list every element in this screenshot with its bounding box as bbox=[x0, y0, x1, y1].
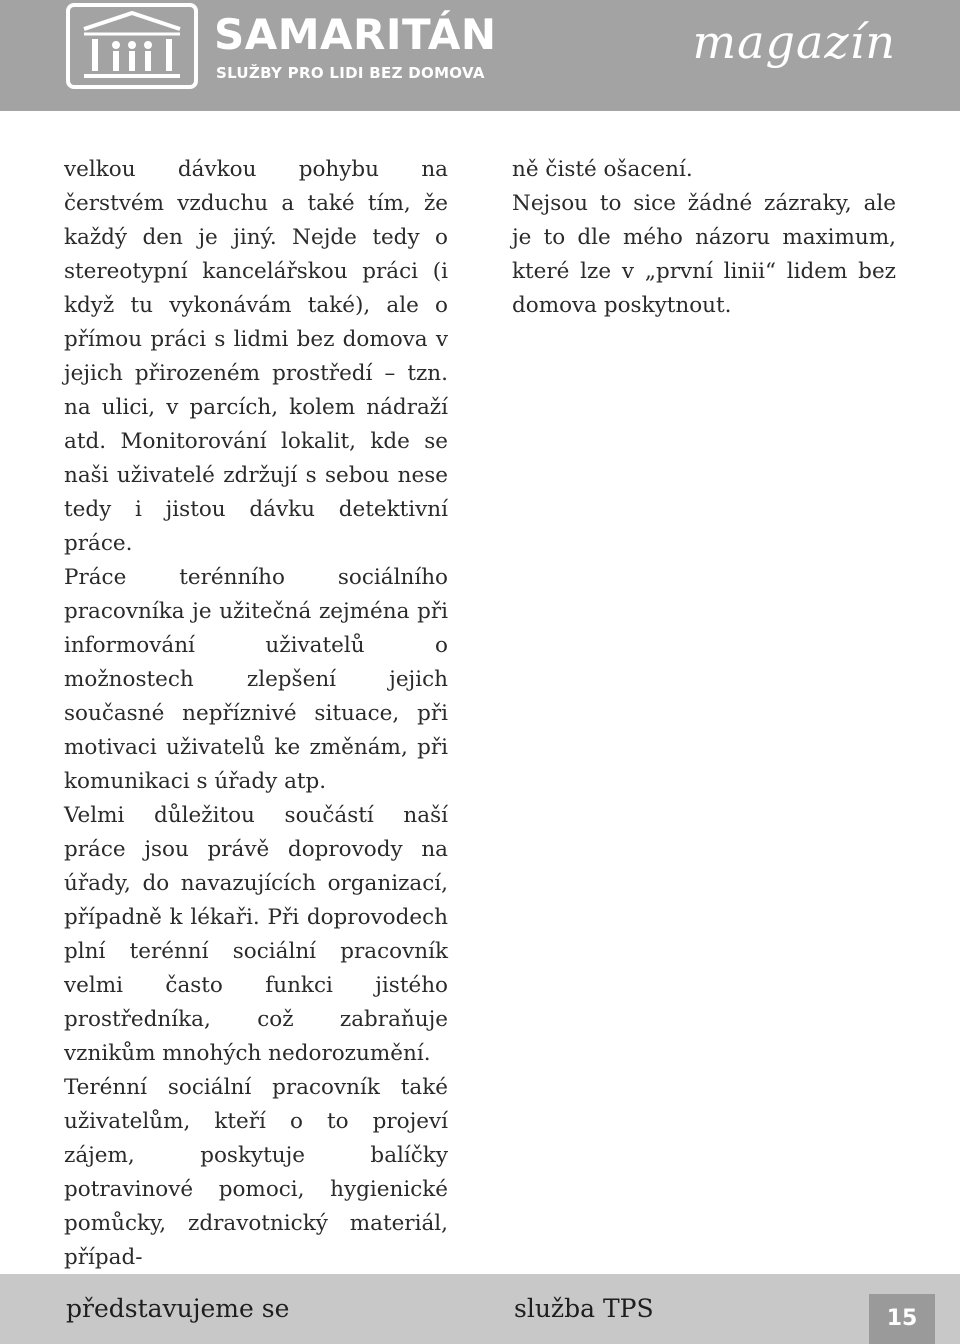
page-number: 15 bbox=[869, 1294, 935, 1344]
paragraph: Velmi důležitou součástí naší práce jsou právě doprovody na úřady, do navazujících organizací, případně k lékaři. Při doprovodech plní terénní sociální pracovník velmi často funkci jistého prostředníka, což zabraňuje vznikům mnohých nedorozumění. bbox=[64, 803, 448, 1066]
paragraph: Práce terénního sociálního pracovníka je užitečná zejména při informování uživatelů o možnostech zlepšení jejich současné nepříznivé situace, při motivaci uživatelů ke změnám, při komunikaci s úřady atp. bbox=[64, 565, 448, 794]
magazine-label: magazín bbox=[692, 15, 896, 69]
paragraph: velkou dávkou pohybu na čerstvém vzduchu a také tím, že každý den je jiný. Nejde tedy o stereotypní kancelářskou práci (i když tu vykonávám také), ale o přímou práci s lidmi bez domova v jejich přirozeném prostředí – tzn. na ulici, v parcích, kolem nádraží atd. Monitorování lokalit, kde se naši uživatelé zdržují s sebou nese tedy i jistou dávku detektivní práce. bbox=[64, 157, 448, 556]
brand-subtitle: SLUŽBY PRO LIDI BEZ DOMOVA bbox=[216, 64, 485, 82]
page-footer bbox=[0, 1274, 960, 1344]
service-label: služba TPS bbox=[514, 1294, 654, 1323]
section-label: představujeme se bbox=[66, 1294, 290, 1323]
page-header bbox=[0, 0, 960, 111]
paragraph: ně čisté ošacení. bbox=[512, 157, 693, 182]
article-left-column bbox=[64, 153, 448, 1275]
paragraph: Terénní sociální pracovník také uživatelům, kteří o to projeví zájem, poskytuje balíčky potravinové pomoci, hygienické pomůcky, zdravotnický materiál, případ- bbox=[64, 1075, 448, 1270]
paragraph: Nejsou to sice žádné zázraky, ale je to dle mého názoru maximum, které lze v „první linii“ lidem bez domova poskytnout. bbox=[512, 191, 896, 318]
brand-title: SAMARITÁN bbox=[214, 10, 497, 59]
article-right-column bbox=[512, 153, 896, 323]
samaritan-building-logo-icon bbox=[66, 3, 198, 89]
